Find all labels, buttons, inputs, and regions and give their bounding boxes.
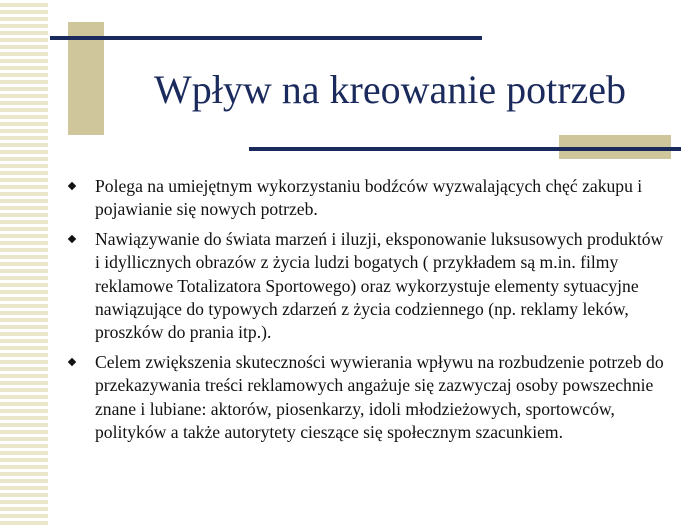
diamond-bullet-icon [68,235,76,243]
navy-rule-top [50,36,482,40]
slide-title: Wpływ na kreowanie potrzeb [153,67,627,112]
bullet-item [66,351,666,445]
striped-margin [0,0,48,525]
navy-rule-bottom [249,147,681,151]
bullet-text: Polega na umiejętnym wykorzystaniu bodźców wyzwalających chęć zakupu i pojawianie się nowych potrzeb. [95,176,643,220]
bullet-text: Nawiązywanie do świata marzeń i iluzji, eksponowanie luksusowych produktów i idyllicznych obrazów z życia ludzi bogatych ( przykładem są m.in. filmy reklamowe Totalizatora Sportowego) oraz wykorzystuje elementy sytuacyjne nawiązujące do typowych zdarzeń z życia codziennego (np. reklamy leków, proszków do prania itp.). [95,228,664,343]
bullet-text: Celem zwiększenia skuteczności wywierania wpływu na rozbudzenie potrzeb do przekazywania treści reklamowych angażuje się zazwyczaj osoby powszechnie znane i lubiane: aktorów, piosenkarzy, idoli młodzieżowych, sportowców, polityków a także autorytety cieszące się społecznym szacunkiem. [95,351,664,443]
diamond-bullet-icon [68,182,76,190]
bullet-item [66,175,666,222]
diamond-bullet-icon [68,358,76,366]
bullet-list [66,175,666,450]
bullet-item [66,228,666,345]
